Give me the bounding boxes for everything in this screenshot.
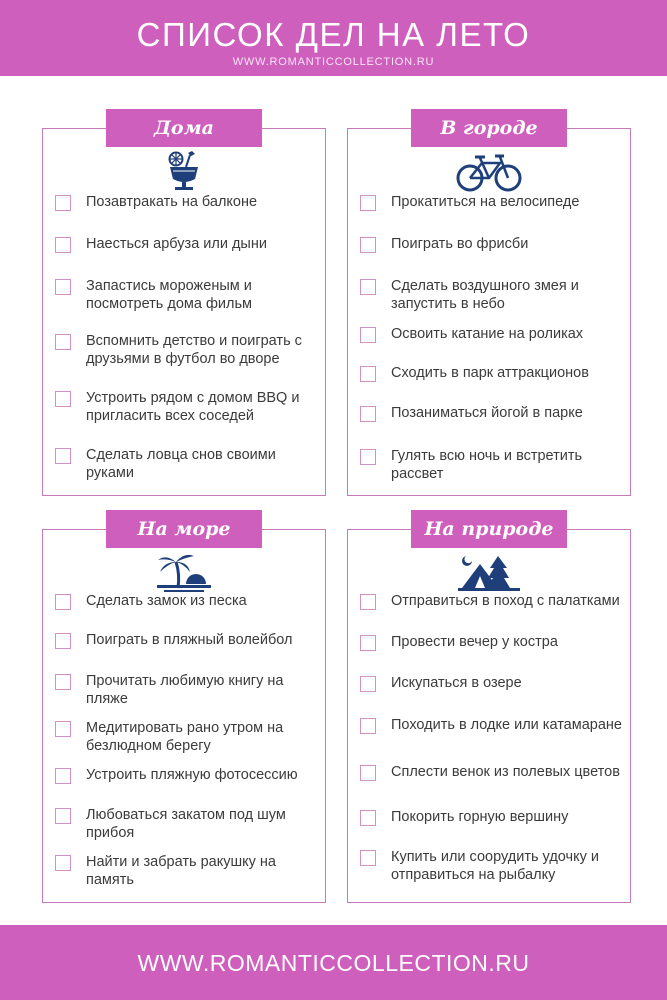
list-item-text: Найти и забрать ракушку на память xyxy=(86,854,276,888)
section-card-sea xyxy=(42,518,326,903)
list-item-text: Сходить в парк аттракционов xyxy=(391,365,589,381)
tent-icon xyxy=(458,552,520,597)
footer-banner xyxy=(0,925,667,1000)
checkbox[interactable] xyxy=(360,810,376,826)
checkbox[interactable] xyxy=(55,448,71,464)
checkbox[interactable] xyxy=(55,279,71,295)
checkbox[interactable] xyxy=(360,765,376,781)
section-title-nature: На природе xyxy=(411,510,567,548)
checkbox[interactable] xyxy=(55,768,71,784)
list-item-text: Походить в лодке или катамаране xyxy=(391,717,622,733)
list-item-text: Вспомнить детство и поиграть с друзьями в футбол во дворе xyxy=(86,333,302,367)
bicycle-icon xyxy=(455,151,523,198)
header-banner xyxy=(0,0,667,76)
checkbox[interactable] xyxy=(360,676,376,692)
list-item-text: Сделать замок из песка xyxy=(86,593,247,609)
section-card-nature xyxy=(347,518,631,903)
list-item-text: Сделать воздушного змея и запустить в небо xyxy=(391,278,579,312)
list-item-text: Медитировать рано утром на безлюдном берегу xyxy=(86,720,284,754)
checkbox[interactable] xyxy=(360,449,376,465)
cocktail-icon xyxy=(162,151,206,196)
checkbox[interactable] xyxy=(360,718,376,734)
checkbox[interactable] xyxy=(360,850,376,866)
list-item-text: Запастись мороженым и посмотреть дома фильм xyxy=(86,278,252,312)
list-item-text: Гулять всю ночь и встретить рассвет xyxy=(391,448,583,482)
list-item-text: Поиграть в пляжный волейбол xyxy=(86,632,293,648)
checkbox[interactable] xyxy=(360,594,376,610)
checkbox[interactable] xyxy=(360,635,376,651)
list-item-text: Любоваться закатом под шум прибоя xyxy=(86,807,286,841)
checkbox[interactable] xyxy=(360,237,376,253)
checkbox[interactable] xyxy=(55,334,71,350)
checkbox[interactable] xyxy=(55,674,71,690)
checkbox[interactable] xyxy=(360,366,376,382)
list-item-text: Прочитать любимую книгу на пляже xyxy=(86,673,284,707)
checkbox[interactable] xyxy=(55,808,71,824)
list-item-text: Искупаться в озере xyxy=(391,675,522,691)
list-item-text: Отправиться в поход с палатками xyxy=(391,593,620,609)
checkbox[interactable] xyxy=(55,633,71,649)
section-title-sea: На море xyxy=(106,510,262,548)
checkbox[interactable] xyxy=(360,195,376,211)
checkbox[interactable] xyxy=(55,391,71,407)
section-title-city: В городе xyxy=(411,109,567,147)
list-item-text: Прокатиться на велосипеде xyxy=(391,194,580,210)
list-item-text: Устроить рядом с домом BBQ и пригласить всех соседей xyxy=(86,390,300,424)
section-title-home: Дома xyxy=(106,109,262,147)
list-item-text: Поиграть во фрисби xyxy=(391,236,529,252)
list-item-text: Освоить катание на роликах xyxy=(391,326,584,342)
list-item-text: Покорить горную вершину xyxy=(391,809,569,825)
checkbox[interactable] xyxy=(55,855,71,871)
list-item-text: Позаниматься йогой в парке xyxy=(391,405,583,421)
palm-sunset-icon xyxy=(156,552,212,597)
list-item-text: Сделать ловца снов своими руками xyxy=(86,447,276,481)
checkbox[interactable] xyxy=(55,594,71,610)
list-item-text: Устроить пляжную фотосессию xyxy=(86,767,298,783)
page-title: СПИСОК ДЕЛ НА ЛЕТО xyxy=(136,16,531,53)
section-card-home xyxy=(42,117,326,496)
checkbox[interactable] xyxy=(55,721,71,737)
list-item-text: Наесться арбуза или дыни xyxy=(86,236,267,252)
list-item-text: Купить или соорудить удочку и отправиться на рыбалку xyxy=(391,849,599,883)
checkbox[interactable] xyxy=(55,195,71,211)
checkbox[interactable] xyxy=(360,327,376,343)
list-item-text: Провести вечер у костра xyxy=(391,634,558,650)
list-item-text: Сплести венок из полевых цветов xyxy=(391,764,620,780)
section-card-city xyxy=(347,117,631,496)
header-website-link[interactable]: WWW.ROMANTICCOLLECTION.RU xyxy=(232,56,435,68)
footer-website-link[interactable]: WWW.ROMANTICCOLLECTION.RU xyxy=(137,950,530,976)
checkbox[interactable] xyxy=(360,279,376,295)
list-item-text: Позавтракать на балконе xyxy=(86,194,258,210)
checkbox[interactable] xyxy=(55,237,71,253)
checkbox[interactable] xyxy=(360,406,376,422)
